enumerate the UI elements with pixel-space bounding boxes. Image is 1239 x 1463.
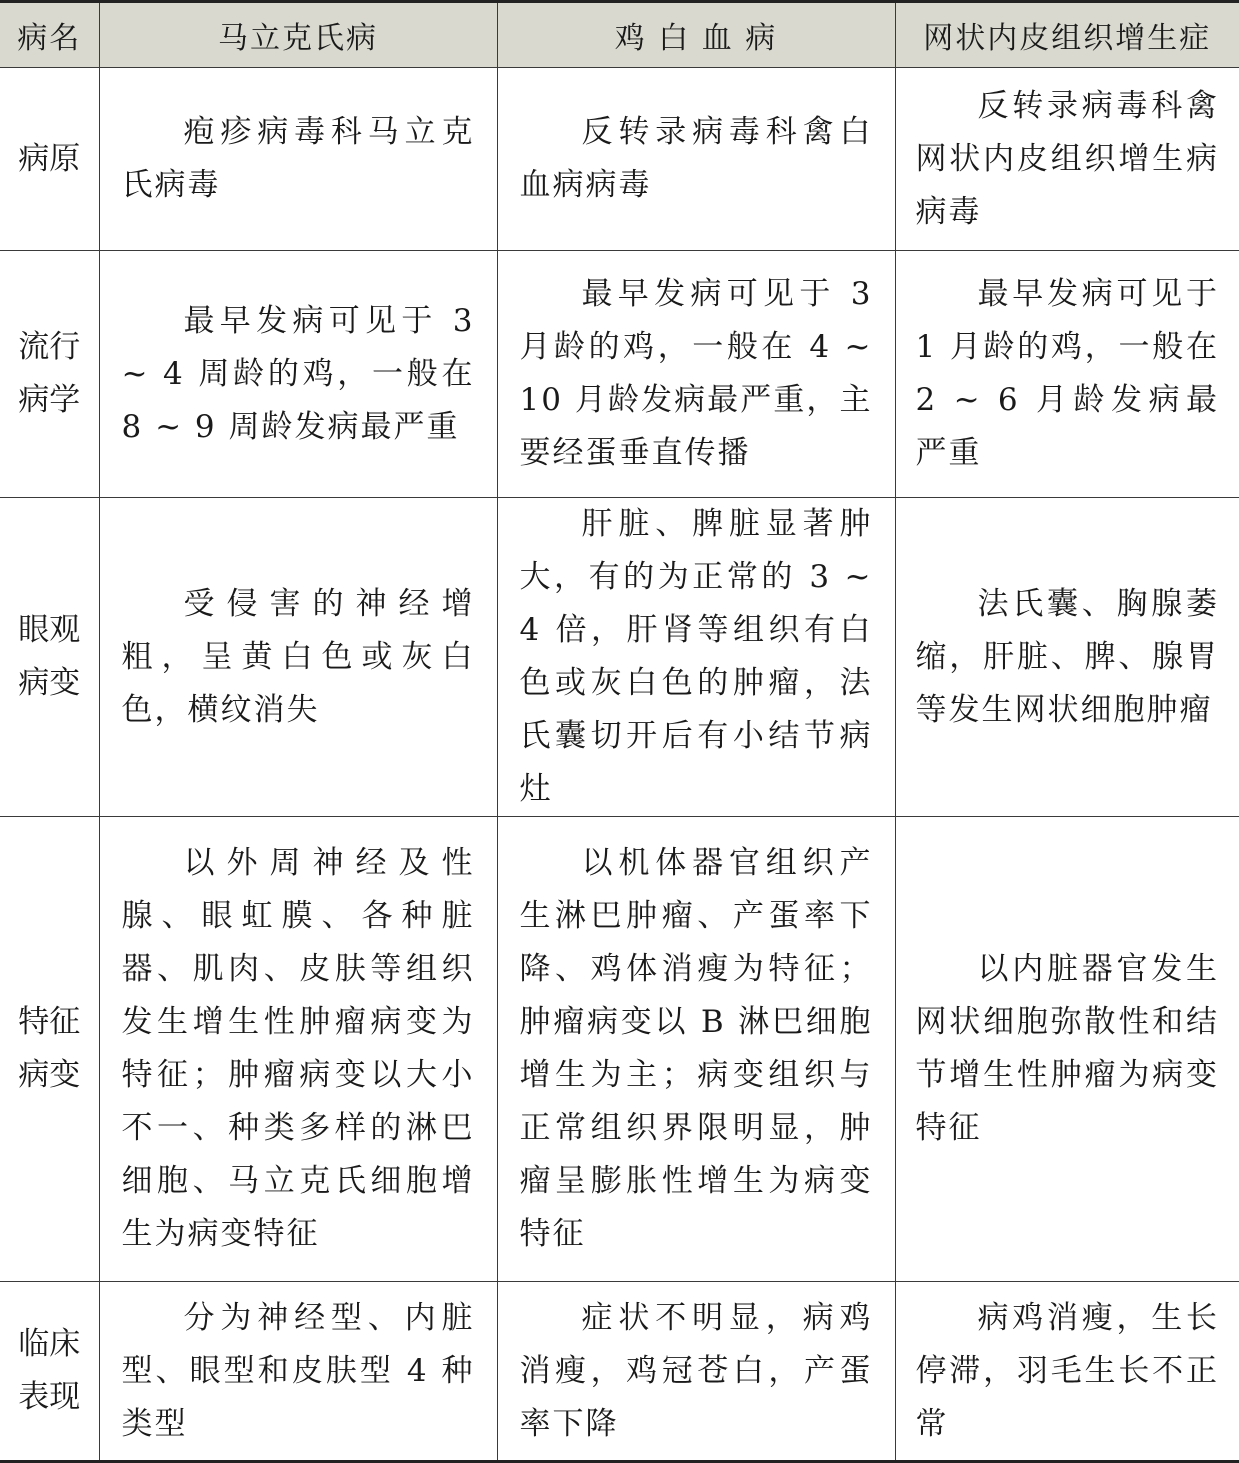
table-row-characteristic-lesions xyxy=(0,817,1239,1282)
row-label xyxy=(0,817,99,1282)
row-label xyxy=(0,498,99,817)
cell-reticulo: 最早发病可见于 1 月龄的鸡，一般在 2 ~ 6 月龄发病最严重 xyxy=(896,268,1239,480)
table-row-gross-lesions xyxy=(0,498,1239,817)
header-row xyxy=(0,2,1239,68)
cell-reticulo: 反转录病毒科禽网状内皮组织增生病病毒 xyxy=(896,80,1239,239)
table-header xyxy=(0,2,1239,68)
cell-leukosis: 症状不明显，病鸡消瘦，鸡冠苍白，产蛋率下降 xyxy=(498,1292,895,1451)
table-row-pathogen xyxy=(0,68,1239,251)
header-reticuloendotheliosis: 网状内皮组织增生症 xyxy=(895,2,1239,68)
cell-mareks: 以外周神经及性腺、眼虹膜、各种脏器、肌肉、皮肤等组织发生增生性肿瘤病变为特征；肿瘤病变以大小不一、种类多样的淋巴细胞、马立克氏细胞增生为病变特征 xyxy=(100,837,497,1261)
table-row-clinical-signs xyxy=(0,1282,1239,1462)
cell-leukosis: 反转录病毒科禽白血病病毒 xyxy=(498,106,895,212)
cell-leukosis: 肝脏、脾脏显著肿大，有的为正常的 3 ~ 4 倍，肝肾等组织有白色或灰白色的肿瘤，法氏囊切开后有小结节病灶 xyxy=(498,498,895,816)
row-label-line1: 眼观 xyxy=(0,604,99,657)
row-label-line1: 临床 xyxy=(0,1318,99,1371)
cell-mareks: 最早发病可见于 3 ~ 4 周龄的鸡，一般在 8 ~ 9 周龄发病最严重 xyxy=(100,295,497,454)
cell-mareks: 分为神经型、内脏型、眼型和皮肤型 4 种类型 xyxy=(100,1292,497,1451)
row-label-line1: 流行 xyxy=(0,321,99,374)
cell-reticulo: 法氏囊、胸腺萎缩，肝脏、脾、腺胃等发生网状细胞肿瘤 xyxy=(896,578,1239,737)
header-disease-name: 病名 xyxy=(0,2,99,68)
cell-mareks: 疱疹病毒科马立克氏病毒 xyxy=(100,106,497,212)
row-label xyxy=(0,251,99,498)
header-avian-leukosis: 鸡 白 血 病 xyxy=(497,2,895,68)
row-label-line1: 病原 xyxy=(0,133,99,186)
row-label-line2: 病变 xyxy=(0,1049,99,1102)
cell-leukosis: 以机体器官组织产生淋巴肿瘤、产蛋率下降、鸡体消瘦为特征；肿瘤病变以 B 淋巴细胞增生为主；病变组织与正常组织界限明显，肿瘤呈膨胀性增生为病变特征 xyxy=(498,837,895,1261)
cell-leukosis: 最早发病可见于 3 月龄的鸡，一般在 4 ~ 10 月龄发病最严重，主要经蛋垂直传播 xyxy=(498,268,895,480)
row-label-line2: 病学 xyxy=(0,374,99,427)
cell-mareks: 受侵害的神经增粗，呈黄白色或灰白色，横纹消失 xyxy=(100,578,497,737)
cell-reticulo: 以内脏器官发生网状细胞弥散性和结节增生性肿瘤为病变特征 xyxy=(896,943,1239,1155)
header-mareks-disease: 马立克氏病 xyxy=(99,2,497,68)
row-label-line2: 病变 xyxy=(0,657,99,710)
row-label xyxy=(0,1282,99,1462)
table-row-epidemiology xyxy=(0,251,1239,498)
cell-reticulo: 病鸡消瘦，生长停滞，羽毛生长不正常 xyxy=(896,1292,1239,1451)
row-label xyxy=(0,68,99,251)
row-label-line1: 特征 xyxy=(0,996,99,1049)
table-body xyxy=(0,68,1239,1462)
row-label-line2: 表现 xyxy=(0,1371,99,1424)
